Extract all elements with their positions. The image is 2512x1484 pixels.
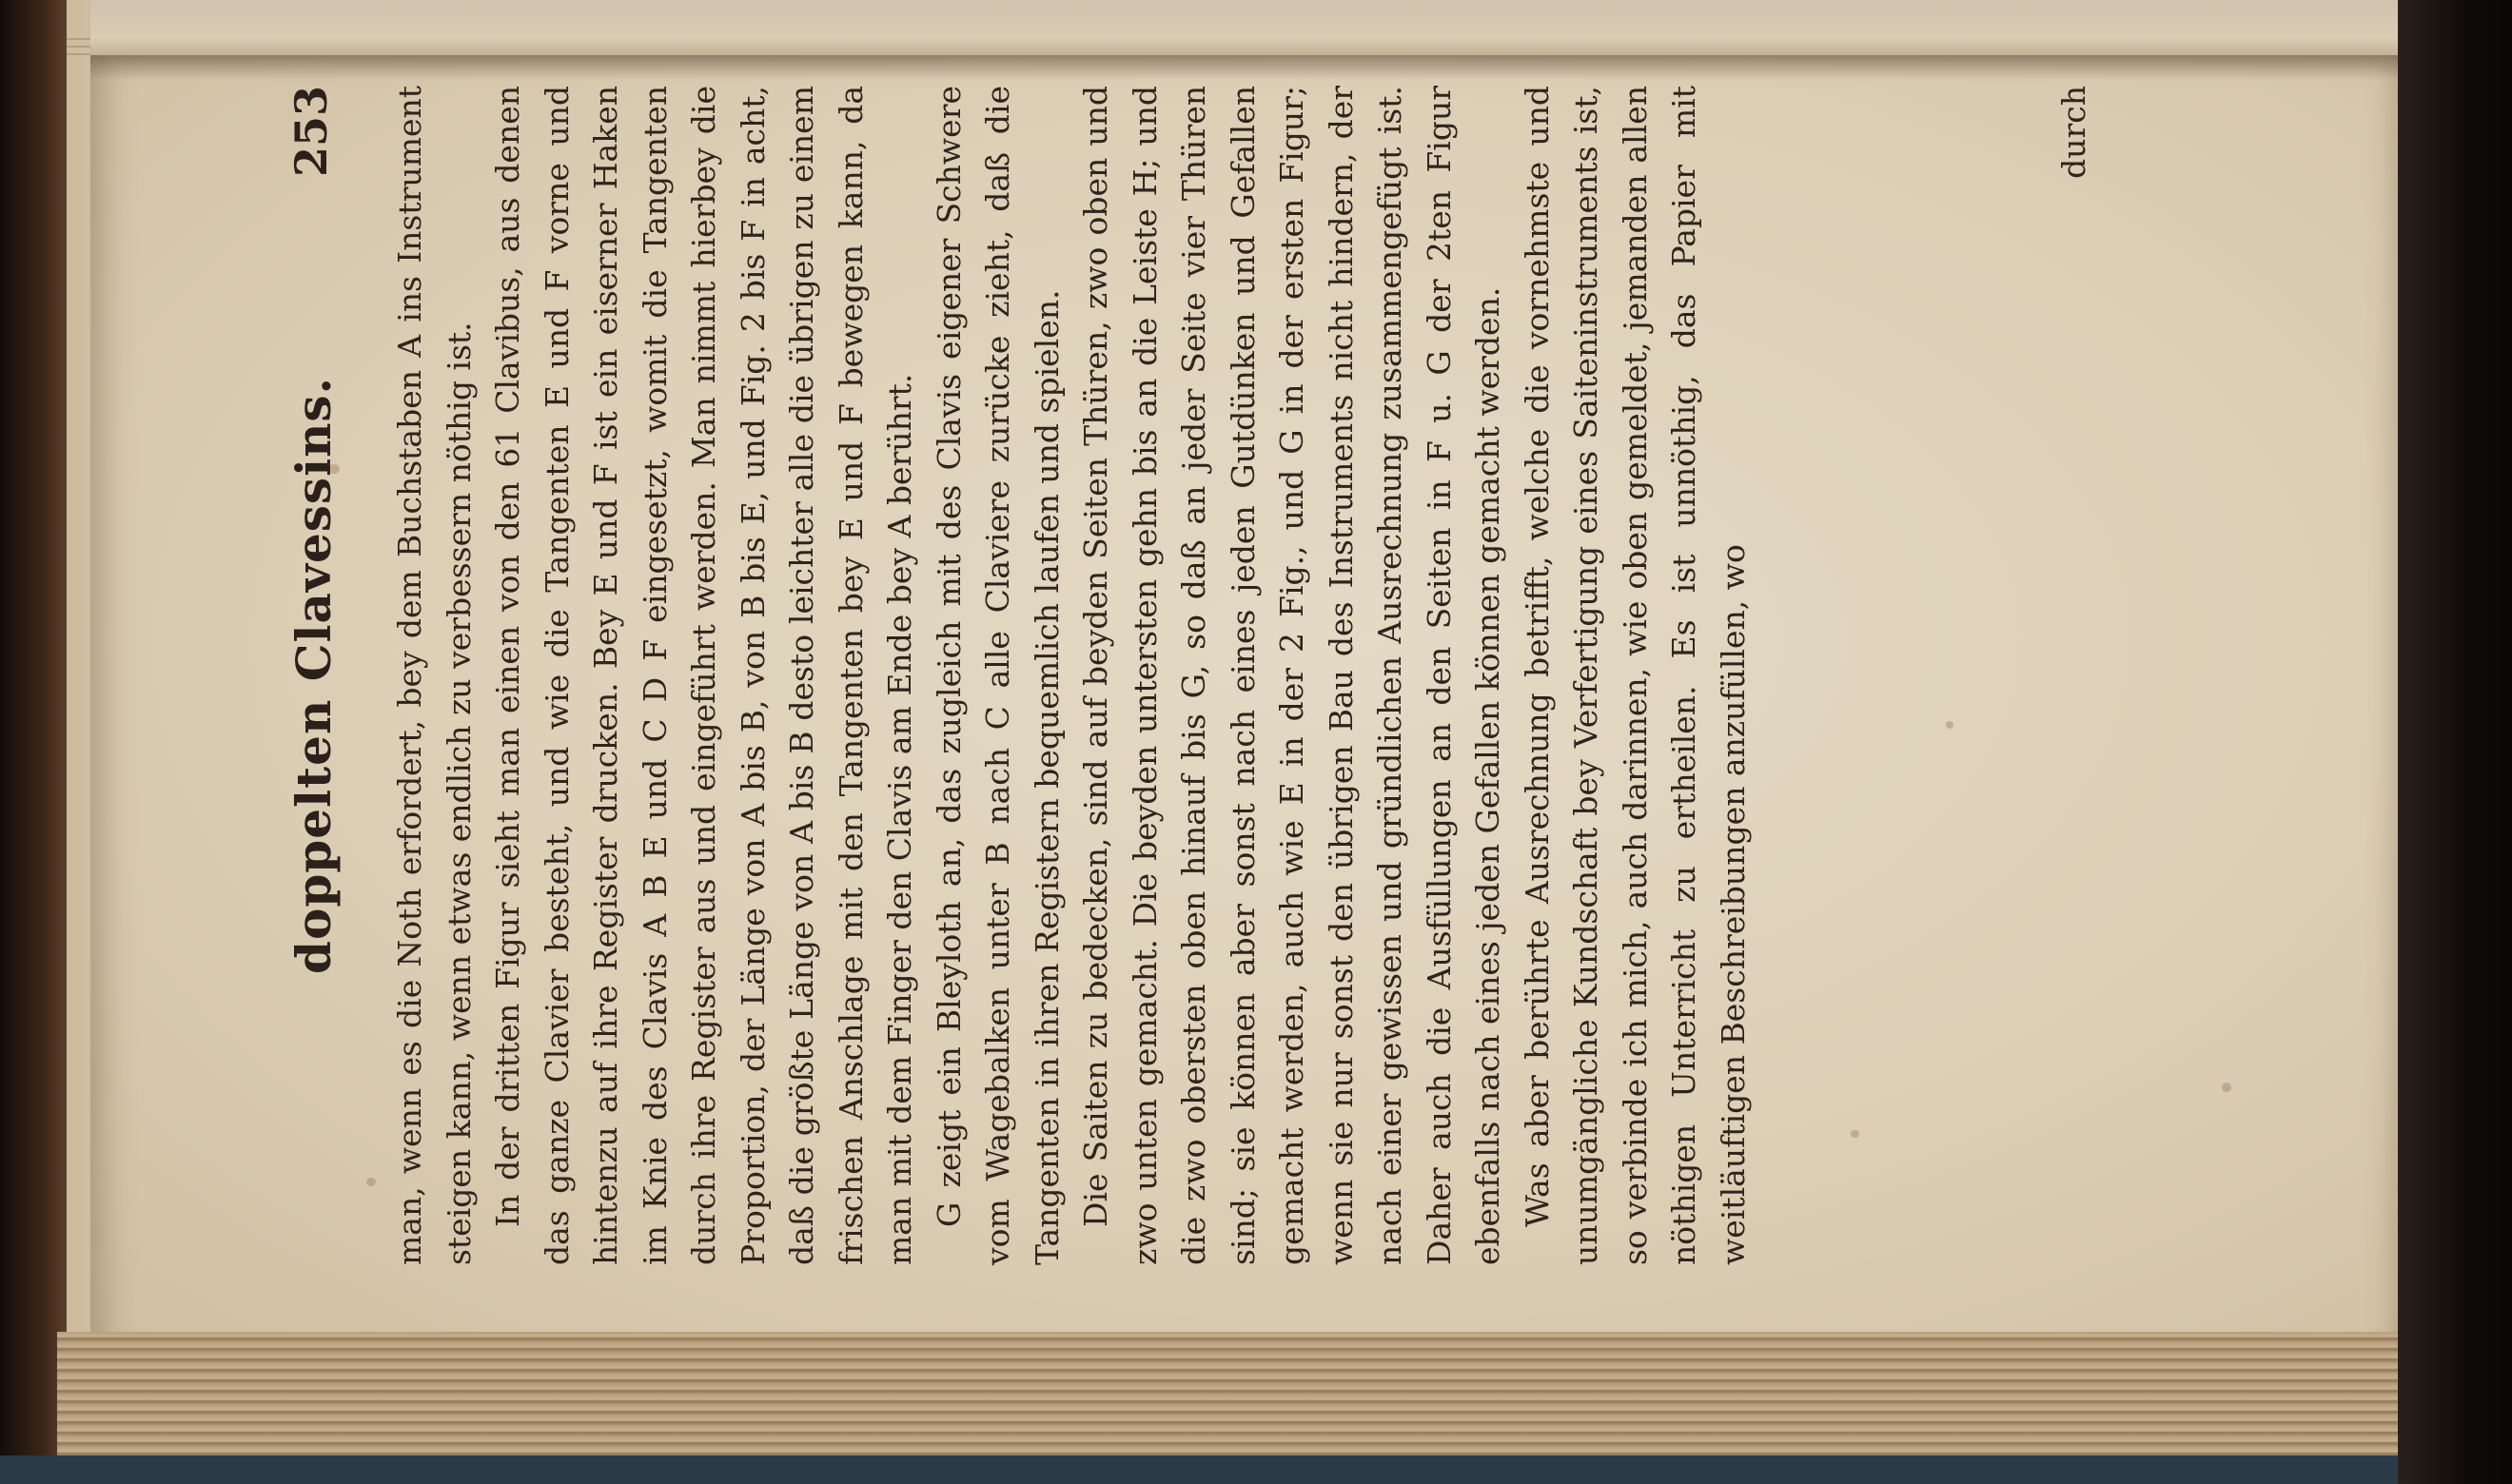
- paragraph: man, wenn es die Noth erfordert, bey dem Buchstaben A ins Instrument steigen kann, wenn etwas endlich zu verbessern nöthig ist.: [391, 86, 478, 1265]
- paragraph: In der dritten Figur sieht man einen von den 61 Clavibus, aus denen das ganze Clavier besteht, und wie die Tangenten E und F vorne und hintenzu auf ihre Register drucken. Bey E und F ist ein eiserner Haken im Knie des Clavis A B E und C D F eingesetzt, womit die Tangenten durch ihre Register aus und eingeführt werden. Man nimmt hierbey die Proportion, der Länge von A bis B, von B bis E, und Fig. 2 bis F in acht, daß die größte Länge von A bis B desto leichter alle die übrigen zu einem frischen Anschlage mit den Tangenten bey E und F bewegen kann, da man mit dem Finger den Clavis am Ende bey A berührt.: [489, 86, 918, 1265]
- catchword: durch: [2055, 86, 2092, 179]
- page-number: 253: [285, 86, 337, 178]
- rotated-page-text: [285, 86, 2131, 1265]
- page-edges-bottom: [57, 1332, 2417, 1474]
- page-fold-shadow: [90, 55, 2398, 80]
- paragraph: Die Saiten zu bedecken, sind auf beyden Seiten Thüren, zwo oben und zwo unten gemacht. Die beyden untersten gehn bis an die Leiste H; und die zwo obersten oben hinauf bis G, so daß an jeder Seite vier Thüren sind; sie können aber sonst nach eines jeden Gutdünken und Gefallen gemacht werden, auch wie E in der 2 Fig., und G in der ersten Figur; wenn sie nur sonst den übrigen Bau des Instruments nicht hindern, der nach einer gewissen und gründlichen Ausrechnung zusammengefügt ist. Daher auch die Ausfüllungen an den Seiten in F u. G der 2ten Figur ebenfalls nach eines jeden Gefallen können gemacht werden.: [1077, 86, 1506, 1265]
- running-head: doppelten Clavessins.: [285, 377, 342, 974]
- background-dark: [2398, 0, 2512, 1484]
- book-cover-edge: [0, 1455, 2512, 1484]
- book-spine: [0, 0, 76, 1484]
- body-text: [385, 86, 1757, 1265]
- paragraph: G zeigt ein Bleyloth an, das zugleich mit des Clavis eigener Schwere vom Wagebalken unter B nach C alle Claviere zurücke zieht, daß die Tangenten in ihren Registern bequemlich laufen und spielen.: [930, 86, 1066, 1265]
- next-page-edge: [90, 0, 2398, 55]
- paragraph: Was aber berührte Ausrechnung betrifft, welche die vornehmste und unumgängliche Kundschaft bey Verfertigung eines Saiteninstruments ist, so verbinde ich mich, auch darinnen, wie oben gemeldet, jemanden allen nöthigen Unterricht zu ertheilen. Es ist unnöthig, das Papier mit weitläuftigen Beschreibungen anzufüllen, wo: [1518, 86, 1752, 1265]
